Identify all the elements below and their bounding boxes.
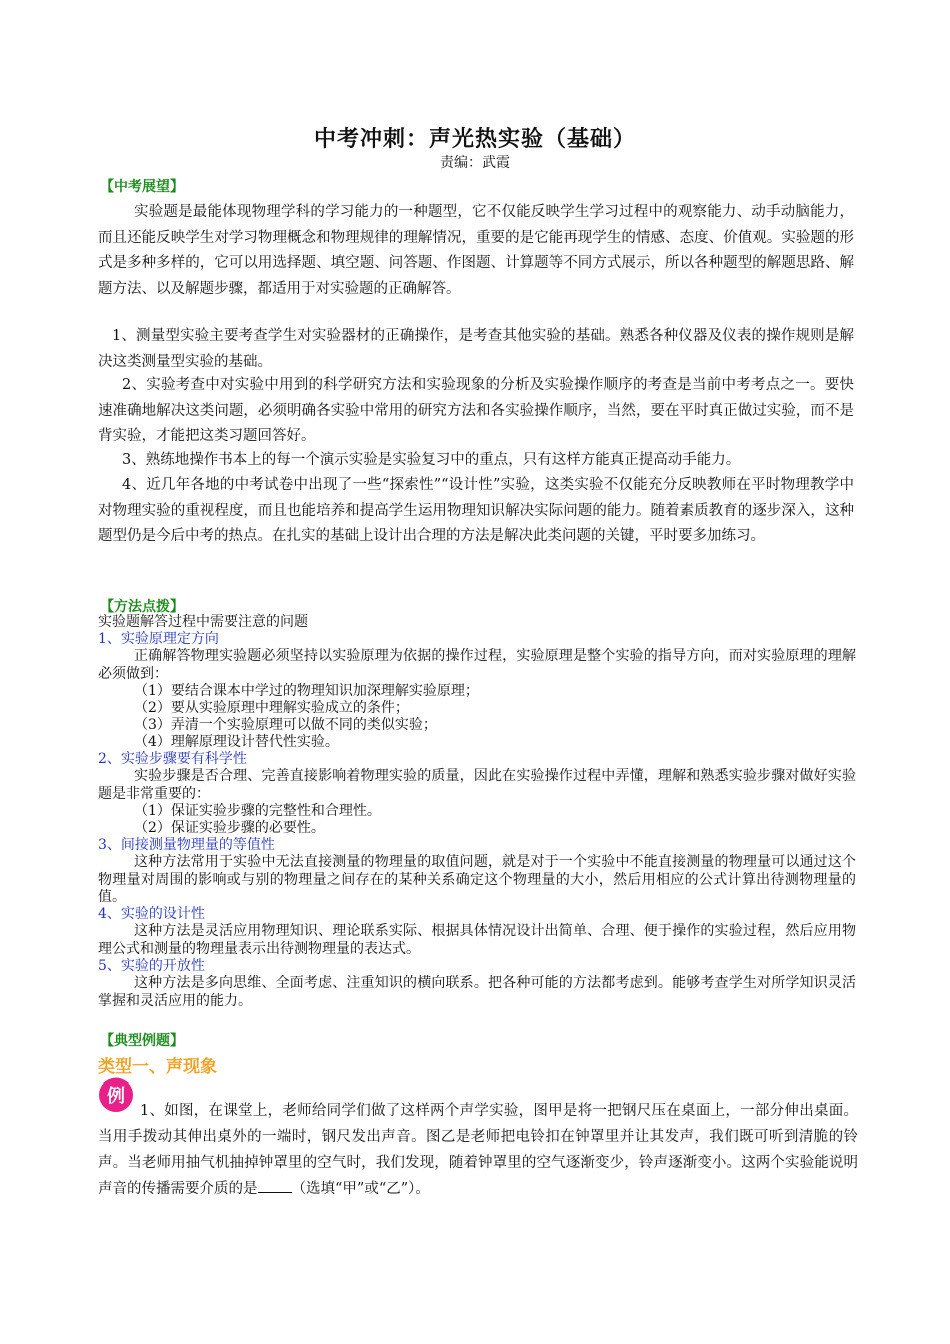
method-s2-item: （2）保证实验步骤的必要性。 xyxy=(134,820,325,836)
method-intro: 实验题解答过程中需要注意的问题 xyxy=(98,614,308,630)
method-s5-title: 5、实验的开放性 xyxy=(98,958,205,974)
method-s1-item: （3）弄清一个实验原理可以做不同的类似实验； xyxy=(134,717,437,733)
method-s5-text: 这种方法是多向思维、全面考虑、注重知识的横向联系。把各种可能的方法都考虑到。能够考查学生对所学知识灵活掌握和灵活应用的能力。 xyxy=(98,975,856,1009)
method-s1-title: 1、实验原理定方向 xyxy=(98,631,219,647)
method-s1-item: （1）要结合课本中学过的物理知识加深理解实验原理； xyxy=(134,683,479,699)
question-text: 1、如图，在课堂上，老师给同学们做了这样两个声学实验，图甲是将一把钢尺压在桌面上，一部分伸出桌面。当用手拨动其伸出桌外的一端时，钢尺发出声音。图乙是老师把电铃扣在钟罩里并让其发声，我们既可听到清脆的铃声。当老师用抽气机抽掉钟罩里的空气时，我们发现，随着钟罩里的空气逐渐变少，铃声逐渐变小。这两个实验能说明声音的传播需要介质的是 xyxy=(98,1103,858,1197)
question-suffix: （选填“甲”或“乙”）。 xyxy=(291,1181,430,1197)
method-s2-title: 2、实验步骤要有科学性 xyxy=(98,751,247,767)
outlook-paragraph: 4、近几年各地的中考试卷中出现了一些“探索性”“设计性”实验，这类实验不仅能充分反映教师在平时物理教学中对物理实验的重视程度，而且也能培养和提高学生运用物理知识解决实际问题的能力。随着素质教育的逐步深入，这种题型仍是今后中考的热点。在扎实的基础上设计出合理的方法是解决此类问题的关键，平时要多加练习。 xyxy=(98,477,854,544)
method-s1-item: （2）要从实验原理中理解实验成立的条件； xyxy=(134,700,409,716)
method-s3-title: 3、间接测量物理量的等值性 xyxy=(98,837,275,853)
outlook-heading: 【中考展望】 xyxy=(100,179,184,195)
method-s2-item: （1）保证实验步骤的完整性和合理性。 xyxy=(134,803,381,819)
method-s3-text: 这种方法常用于实验中无法直接测量的物理量的取值问题，就是对于一个实验中不能直接测量的物理量可以通过这个物理量对周围的影响或与别的物理量之间存在的某种关系确定这个物理量的大小，然后用相应的公式计算出待测物理量的值。 xyxy=(98,854,856,905)
editor-credit: 责编：武霞 xyxy=(440,155,510,171)
method-s2-text: 实验步骤是否合理、完善直接影响着物理实验的质量，因此在实验操作过程中弄懂，理解和熟悉实验步骤对做好实验题是非常重要的： xyxy=(98,768,856,802)
answer-blank[interactable] xyxy=(258,1178,292,1193)
outlook-paragraph: 3、熟练地操作书本上的每一个演示实验是实验复习中的重点，只有这样方能真正提高动手能力。 xyxy=(122,452,741,468)
method-s4-text: 这种方法是灵活应用物理知识、理论联系实际、根据具体情况设计出简单、合理、便于操作的实验过程，然后应用物理公式和测量的物理量表示出待测物理量的表达式。 xyxy=(98,923,856,957)
outlook-paragraph: 2、实验考查中对实验中用到的科学研究方法和实验现象的分析及实验操作顺序的考查是当前中考考点之一。要快速准确地解决这类问题，必须明确各实验中常用的研究方法和各实验操作顺序，当然，要在平时真正做过实验，而不是背实验，才能把这类习题回答好。 xyxy=(98,377,854,444)
method-s1-item: （4）理解原理设计替代性实验。 xyxy=(134,734,339,750)
outlook-paragraph: 实验题是最能体现物理学科的学习能力的一种题型，它不仅能反映学生学习过程中的观察能力、动手动脑能力，而且还能反映学生对学习物理概念和物理规律的理解情况，重要的是它能再现学生的情感、态度、价值观。实验题的形式是多种多样的，它可以用选择题、填空题、问答题、作图题、计算题等不同方式展示，所以各种题型的解题思路、解题方法、以及解题步骤，都适用于对实验题的正确解答。 xyxy=(98,204,854,297)
page-title: 中考冲刺：声光热实验（基础） xyxy=(313,127,636,152)
examples-heading: 【典型例题】 xyxy=(100,1033,184,1049)
outlook-paragraph: 1、测量型实验主要考查学生对实验器材的正确操作，是考查其他实验的基础。熟悉各种仪器及仪表的操作规则是解决这类测量型实验的基础。 xyxy=(98,328,854,370)
badge-label: 例 xyxy=(107,1086,125,1107)
example-question xyxy=(98,1098,858,1202)
method-s1-text: 正确解答物理实验题必须坚持以实验原理为依据的操作过程，实验原理是整个实验的指导方向，而对实验原理的理解必须做到： xyxy=(98,648,856,682)
method-heading: 【方法点拨】 xyxy=(100,599,184,615)
type1-heading: 类型一、声现象 xyxy=(98,1057,217,1077)
method-s4-title: 4、实验的设计性 xyxy=(98,906,205,922)
